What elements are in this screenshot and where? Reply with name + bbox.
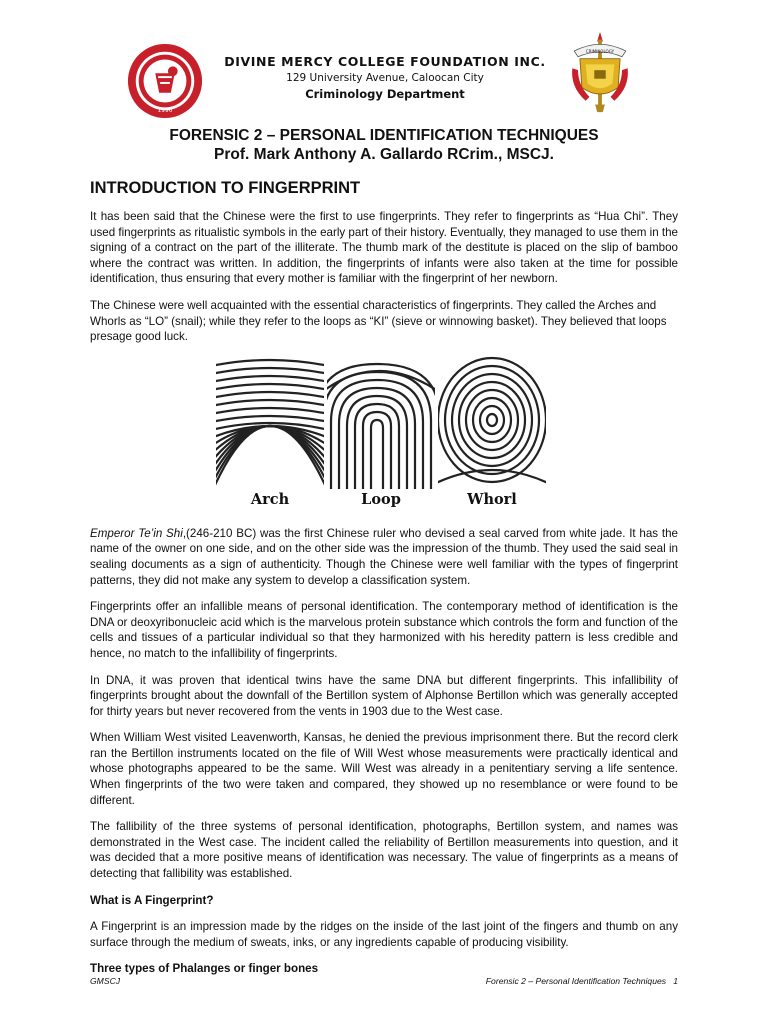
department-name: Criminology Department: [305, 87, 465, 101]
paragraph: When William West visited Leavenworth, Kansas, he denied the previous imprisonment there. But the record clerk ran the Bertillon instruments located on the file of Will West whose measurements were practically identical and whose photographs appeared to be the same. Will West was already in a penitentiary serving a life sentence. When fingerprints of the two were taken and compared, they showed up no resemblance or were found to be different.: [90, 731, 678, 807]
paragraph: A Fingerprint is an impression made by the ridges on the inside of the last joint of the fingers and thumb on any surface through the medium of sweats, inks, or any ingredients capable of producing visibility.: [90, 920, 678, 949]
footer-left-text: GMSCJ: [90, 976, 121, 986]
seal-year: 1996: [157, 108, 173, 115]
college-address: 129 University Avenue, Caloocan City: [286, 72, 484, 84]
whorl-label: Whorl: [467, 490, 517, 508]
paragraph: In DNA, it was proven that identical twins have the same DNA but different fingerprints. This infallibility of fingerprints brought about the downfall of the Bertillon system of Alphonse Bertillon which was generally accepted for thirty years but never recovered from the vents in 1903 due to the West case.: [90, 673, 678, 718]
paragraph: The Chinese were well acquainted with the essential characteristics of fingerprints. They called the Arches and Whorls as “LO” (snail); while they refer to the loops as “KI” (sieve or winnowing basket). They believed that loops presage good luck.: [90, 298, 667, 344]
college-name: DIVINE MERCY COLLEGE FOUNDATION INC.: [224, 54, 546, 69]
section-title: INTRODUCTION TO FINGERPRINT: [90, 179, 361, 197]
college-seal-logo: [126, 42, 204, 120]
paragraph: The fallibility of the three systems of personal identification, photographs, Bertillon system, and names was demonstrated in the West case. The incident called the reliability of Bertillon measurements into question, and it was decided that a more positive means of identification was necessary. The value of fingerprints as a means of detecting that fallibility was established.: [90, 820, 678, 881]
letterhead: [0, 30, 768, 118]
subheading: Three types of Phalanges or finger bones: [90, 962, 319, 976]
paragraph: It has been said that the Chinese were the first to use fingerprints. They refer to fingerprints as “Hua Chi”. They used fingerprints as ritualistic symbols in the early part of their history. Eventually, they managed to use them in the signing of a contract on the part of the illiterate. The thumb mark of the destitute is placed on the slip of bamboo where the contract was written. In addition, the fingerprints of infants were also taken at the time for possible identification, thus ensuring that every mother is familiar with the fingerprint of her newborn.: [90, 210, 678, 286]
loop-fingerprint-image: [327, 356, 435, 489]
paragraph-text: ,(246-210 BC) was the first Chinese ruler who devised a seal carved from white jade. It has the name of the owner on one side, and on the other side was the impression of the thumb. They used the said seal in sealing documents as a sign of authenticity. Though the Chinese were well familiar with the types of fingerprint patterns, they did not make any system to develop a classification system.: [90, 526, 678, 587]
crest-banner-text: CRIMINOLOGY: [585, 48, 615, 54]
whorl-fingerprint-image: [438, 356, 546, 489]
footer-right-text: Forensic 2 – Personal Identification Techniques 1: [485, 976, 678, 986]
arch-fingerprint-image: [216, 356, 324, 489]
fingerprint-patterns-figure: [216, 356, 546, 514]
emperor-name: Emperor Te’in Shi: [90, 526, 183, 540]
paragraph: Fingerprints offer an infallible means of personal identification. The contemporary method of identification is the DNA or deoxyribonucleic acid which is the marvelous protein substance which controls the form and function of the cells and tissues of a particular individual so that they harmonized with his heredity pattern is less credible and hence, no match to the infallibility of fingerprints.: [90, 600, 678, 660]
document-body: [90, 209, 678, 988]
letterhead-text: [200, 54, 570, 101]
paragraph: [90, 526, 678, 588]
professor-name: Prof. Mark Anthony A. Gallardo RCrim., MSCJ.: [214, 146, 554, 163]
course-title-block: [0, 126, 768, 164]
course-title: FORENSIC 2 – PERSONAL IDENTIFICATION TECHNIQUES: [169, 127, 599, 144]
subheading: What is A Fingerprint?: [90, 893, 214, 907]
arch-label: Arch: [250, 490, 290, 508]
criminology-crest-logo: [566, 30, 634, 116]
loop-label: Loop: [361, 490, 401, 508]
